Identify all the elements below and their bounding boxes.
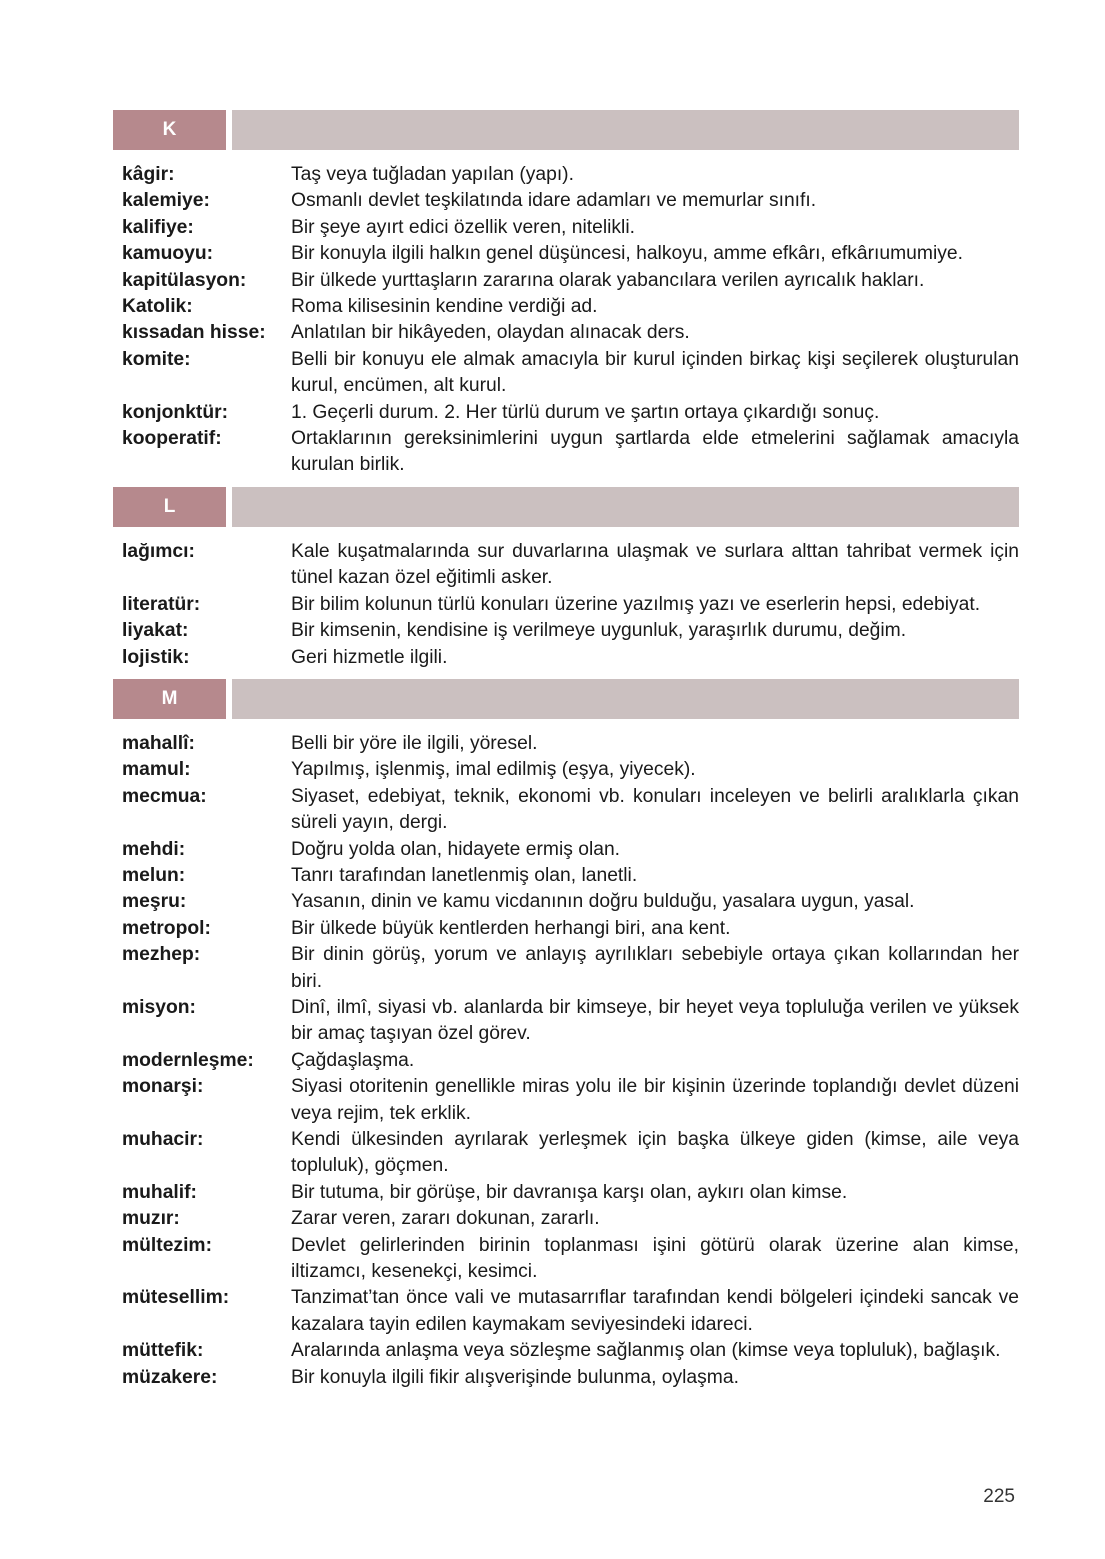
entry-definition: Roma kilisesinin kendine verdiği ad. <box>291 296 598 318</box>
entry-definition: 1. Geçerli durum. 2. Her türlü durum ve şartın ortaya çıkardığı sonuç. <box>291 401 880 423</box>
section-entries <box>113 731 1019 1391</box>
glossary-entry <box>113 916 1019 942</box>
glossary-entry <box>113 1180 1019 1206</box>
glossary-entry <box>113 618 1019 644</box>
entry-definition: Devlet gelirlerinden birinin toplanması işini götürü olarak üzerine alan kimse, iltizamcı, kesenekçi, kesimci. <box>291 1234 1019 1283</box>
entry-definition: Dinî, ilmî, siyasi vb. alanlarda bir kimseye, bir heyet veya topluluğa verilen ve yüksek bir amaç taşıyan özel görev. <box>291 996 1019 1045</box>
entry-definition: Taş veya tuğladan yapılan (yapı). <box>291 164 574 185</box>
entry-definition: Belli bir yöre ile ilgili, yöresel. <box>291 732 538 754</box>
entry-term: müzakere: <box>122 1366 218 1388</box>
entry-definition: Çağdaşlaşma. <box>291 1049 415 1071</box>
glossary-entry <box>113 784 1019 837</box>
entry-definition: Tanzimat’tan önce vali ve mutasarrıflar tarafından kendi bölgeleri içindeki sancak ve kazalara tayin edilen kaymakam seviyesindeki idareci. <box>291 1287 1019 1335</box>
entry-term: mamul: <box>122 759 191 781</box>
entry-definition: Anlatılan bir hikâyeden, olaydan alınacak ders. <box>291 322 690 344</box>
section-header-bar <box>232 487 1019 527</box>
entry-definition: Siyaset, edebiyat, teknik, ekonomi vb. konuları inceleyen ve belirli aralıklarla çıkan süreli yayın, dergi. <box>291 785 1019 834</box>
entry-definition: Bir tutuma, bir görüşe, bir davranışa karşı olan, aykırı olan kimse. <box>291 1181 848 1203</box>
page-number: 225 <box>983 1486 1015 1507</box>
entry-definition: Bir bilim kolunun türlü konuları üzerine yazılmış yazı ve eserlerin hepsi, edebiyat. <box>291 593 981 615</box>
entry-term: literatür: <box>122 593 201 615</box>
entry-term: mütesellim: <box>122 1287 230 1309</box>
section-header <box>113 487 1019 527</box>
glossary-entry <box>113 268 1019 294</box>
entry-term: metropol: <box>122 917 211 939</box>
entry-term: mültezim: <box>122 1234 212 1256</box>
section-header <box>113 679 1019 719</box>
glossary-entry <box>113 188 1019 214</box>
glossary-entry <box>113 400 1019 426</box>
entry-term: mecmua: <box>122 785 207 807</box>
glossary-entry <box>113 757 1019 783</box>
entry-definition: Osmanlı devlet teşkilatında idare adamları ve memurlar sınıfı. <box>291 190 817 212</box>
entry-definition: Tanrı tarafından lanetlenmiş olan, lanetli. <box>291 864 638 886</box>
entry-term: lojistik: <box>122 646 190 668</box>
entry-term: müttefik: <box>122 1340 204 1362</box>
entry-term: muhacir: <box>122 1129 204 1150</box>
glossary-entry <box>113 942 1019 995</box>
section-entries <box>113 162 1019 479</box>
entry-term: meşru: <box>122 891 187 913</box>
entry-definition: Bir kimsenin, kendisine iş verilmeye uygunluk, yaraşırlık durumu, değim. <box>291 620 907 642</box>
entry-term: kalifiye: <box>122 216 194 238</box>
entry-definition: Geri hizmetle ilgili. <box>291 646 448 668</box>
entry-term: kalemiye: <box>122 190 210 212</box>
entry-term: liyakat: <box>122 620 189 642</box>
glossary-entry <box>113 1127 1019 1180</box>
entry-term: kooperatif: <box>122 428 222 450</box>
glossary-entry <box>113 426 1019 479</box>
glossary-entry <box>113 1074 1019 1127</box>
entry-definition: Bir konuyla ilgili fikir alışverişinde bulunma, oylaşma. <box>291 1366 739 1388</box>
section-header-bar <box>232 110 1019 150</box>
entry-term: kıssadan hisse: <box>122 322 266 344</box>
glossary-entry <box>113 995 1019 1048</box>
glossary-entry <box>113 1233 1019 1286</box>
entry-definition: Aralarında anlaşma veya sözleşme sağlanmış olan (kimse veya topluluk), bağlaşık. <box>291 1340 1001 1362</box>
entry-definition: Bir ülkede büyük kentlerden herhangi biri, ana kent. <box>291 917 731 939</box>
glossary-entry <box>113 320 1019 346</box>
glossary-entry <box>113 592 1019 618</box>
entry-definition: Yasanın, dinin ve kamu vicdanının doğru bulduğu, yasalara uygun, yasal. <box>291 891 915 913</box>
glossary-entry <box>113 294 1019 320</box>
entry-term: kapitülasyon: <box>122 269 247 291</box>
glossary-entry <box>113 1206 1019 1232</box>
entry-definition: Kale kuşatmalarında sur duvarlarına ulaşmak ve surlara alttan tahribat vermek için tünel kazan özel eğitimli asker. <box>291 540 1019 589</box>
entry-definition: Doğru yolda olan, hidayete ermiş olan. <box>291 838 621 860</box>
entry-term: kamuoyu: <box>122 243 214 265</box>
glossary <box>113 110 1019 1399</box>
glossary-entry <box>113 241 1019 267</box>
entry-definition: Bir konuyla ilgili halkın genel düşüncesi, halkoyu, amme efkârı, efkârıumumiye. <box>291 243 963 265</box>
section-entries <box>113 539 1019 671</box>
glossary-entry <box>113 1365 1019 1391</box>
section-letter: L <box>113 487 226 527</box>
entry-definition: Bir ülkede yurttaşların zararına olarak yabancılara verilen ayrıcalık hakları. <box>291 269 925 291</box>
glossary-entry <box>113 731 1019 757</box>
entry-definition: Kendi ülkesinden ayrılarak yerleşmek için başka ülkeye giden (kimse, aile veya topluluk), göçmen. <box>291 1129 1019 1177</box>
section-letter: K <box>113 110 226 150</box>
entry-definition: Bir şeye ayırt edici özellik veren, nitelikli. <box>291 216 635 238</box>
glossary-entry <box>113 347 1019 400</box>
entry-definition: Siyasi otoritenin genellikle miras yolu ile bir kişinin üzerinde toplandığı devlet düzeni veya rejim, tek erklik. <box>291 1076 1019 1124</box>
entry-term: kâgir: <box>122 164 175 185</box>
section-letter: M <box>113 679 226 719</box>
entry-term: Katolik: <box>122 296 193 318</box>
entry-term: muhalif: <box>122 1181 197 1203</box>
entry-term: mahallî: <box>122 732 195 754</box>
entry-definition: Belli bir konuyu ele almak amacıyla bir kurul içinden birkaç kişi seçilerek oluşturulan kurul, encümen, alt kurul. <box>291 348 1019 397</box>
entry-term: konjonktür: <box>122 401 229 423</box>
section-header-bar <box>232 679 1019 719</box>
entry-term: komite: <box>122 348 191 370</box>
entry-term: misyon: <box>122 996 196 1018</box>
glossary-entry <box>113 1338 1019 1364</box>
entry-term: mehdi: <box>122 838 186 860</box>
entry-term: lağımcı: <box>122 540 195 562</box>
entry-definition: Zarar veren, zararı dokunan, zararlı. <box>291 1208 600 1230</box>
entry-definition: Bir dinin görüş, yorum ve anlayış ayrılıkları sebebiyle ortaya çıkan kollarından her biri. <box>291 944 1019 992</box>
glossary-entry <box>113 215 1019 241</box>
entry-term: mezhep: <box>122 944 201 966</box>
entry-term: muzır: <box>122 1208 180 1230</box>
entry-definition: Ortaklarının gereksinimlerini uygun şartlarda elde etmelerini sağlamak amacıyla kurulan birlik. <box>291 428 1019 476</box>
section-header <box>113 110 1019 150</box>
entry-term: modernleşme: <box>122 1049 254 1071</box>
glossary-entry <box>113 1285 1019 1338</box>
glossary-entry <box>113 645 1019 671</box>
glossary-entry <box>113 162 1019 188</box>
glossary-entry <box>113 837 1019 863</box>
glossary-entry <box>113 863 1019 889</box>
glossary-entry <box>113 889 1019 915</box>
entry-definition: Yapılmış, işlenmiş, imal edilmiş (eşya, yiyecek). <box>291 759 696 781</box>
glossary-entry <box>113 1048 1019 1074</box>
entry-term: monarşi: <box>122 1076 204 1098</box>
glossary-entry <box>113 539 1019 592</box>
entry-term: melun: <box>122 864 186 886</box>
